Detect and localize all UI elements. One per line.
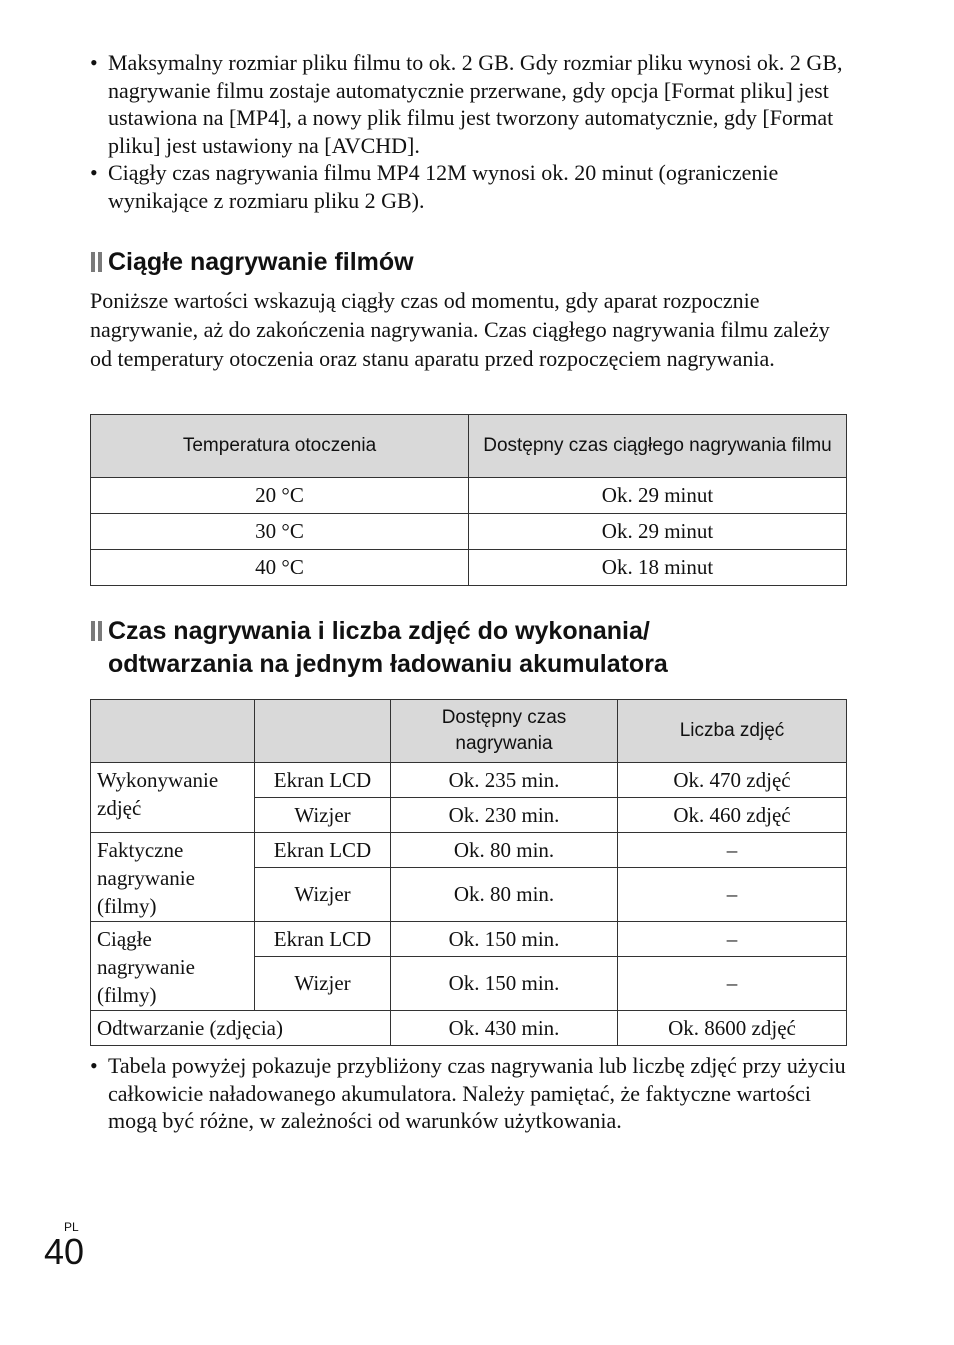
note-item: • Tabela powyżej pokazuje przybliżony czas nagrywania lub liczbę zdjęć przy użyciu całkowicie naładowanego akumulatora. Należy pamiętać, że faktyczne wartości mogą być różne, w zależności od warunków użytkowania.: [90, 1052, 846, 1135]
table-row: [91, 922, 847, 957]
table-row: [91, 514, 847, 550]
table-row: [91, 833, 847, 868]
file-size-notes: [90, 49, 850, 214]
display-cell: Ekran LCD: [255, 763, 391, 798]
time-cell: Ok. 430 min.: [391, 1011, 618, 1046]
heading-line: Czas nagrywania i liczba zdjęć do wykonania/: [108, 617, 650, 645]
note-item: • Ciągły czas nagrywania filmu MP4 12M wynosi ok. 20 minut (ograniczenie wynikające z rozmiaru pliku 2 GB).: [90, 159, 850, 214]
count-cell: –: [618, 922, 847, 957]
language-code: PL: [64, 1220, 79, 1234]
section-heading-battery: [90, 615, 850, 681]
section-heading-text: [108, 615, 668, 681]
count-cell: –: [618, 868, 847, 922]
continuous-description: Poniższe wartości wskazują ciągły czas od momentu, gdy aparat rozpocznie nagrywanie, aż do zakończenia nagrywania. Czas ciągłego nagrywania filmu zależy od temperatury otoczenia oraz stanu aparatu przed rozpoczęciem nagrywania.: [90, 288, 830, 371]
display-cell: Wizjer: [255, 957, 391, 1011]
section-heading-text: Ciągłe nagrywanie filmów: [108, 248, 414, 276]
mode-label: Wykonywanie zdjęć: [91, 763, 255, 833]
table-header-row: [91, 415, 847, 478]
temperature-cell: 30 °C: [91, 514, 469, 550]
duration-cell: Ok. 18 minut: [469, 550, 847, 586]
time-cell: Ok. 150 min.: [391, 922, 618, 957]
mode-label: Ciągłe nagrywanie (filmy): [91, 922, 255, 1011]
temperature-cell: 40 °C: [91, 550, 469, 586]
column-header: Dostępny czas ciągłego nagrywania filmu: [469, 415, 847, 478]
count-cell: Ok. 460 zdjęć: [618, 798, 847, 833]
count-cell: Ok. 8600 zdjęć: [618, 1011, 847, 1046]
table-row: [91, 478, 847, 514]
note-item: • Maksymalny rozmiar pliku filmu to ok. 2 GB. Gdy rozmiar pliku wynosi ok. 2 GB, nagrywanie filmu zostaje automatycznie przerwane, gdy opcja [Format pliku] jest ustawiona na [MP4], a nowy plik filmu jest tworzony automatycznie, gdy [Format pliku] jest ustawiony na [AVCHD].: [90, 49, 850, 159]
table-row: [91, 763, 847, 798]
display-cell: Ekran LCD: [255, 922, 391, 957]
column-header: Liczba zdjęć: [618, 700, 847, 763]
display-cell: Wizjer: [255, 868, 391, 922]
column-header: [255, 700, 391, 763]
time-cell: Ok. 80 min.: [391, 833, 618, 868]
duration-cell: Ok. 29 minut: [469, 514, 847, 550]
mode-label: Odtwarzanie (zdjęcia): [91, 1011, 391, 1046]
time-cell: Ok. 235 min.: [391, 763, 618, 798]
battery-table-notes: [90, 1052, 846, 1135]
temperature-cell: 20 °C: [91, 478, 469, 514]
mode-label: Faktyczne nagrywanie (filmy): [91, 833, 255, 922]
table-row: [91, 1011, 847, 1046]
time-cell: Ok. 230 min.: [391, 798, 618, 833]
column-header: Temperatura otoczenia: [91, 415, 469, 478]
column-header: [91, 700, 255, 763]
count-cell: Ok. 470 zdjęć: [618, 763, 847, 798]
continuous-recording-table: [90, 414, 847, 586]
count-cell: –: [618, 957, 847, 1011]
table-row: [91, 550, 847, 586]
section-heading-continuous: [90, 246, 414, 279]
display-cell: Ekran LCD: [255, 833, 391, 868]
page-number: 40: [44, 1231, 85, 1272]
battery-life-table: [90, 699, 847, 1046]
display-cell: Wizjer: [255, 798, 391, 833]
time-cell: Ok. 150 min.: [391, 957, 618, 1011]
section-marker-icon: [90, 621, 103, 641]
column-header: Dostępny czas nagrywania: [391, 700, 618, 763]
time-cell: Ok. 80 min.: [391, 868, 618, 922]
table-header-row: [91, 700, 847, 763]
section-marker-icon: [90, 252, 103, 272]
duration-cell: Ok. 29 minut: [469, 478, 847, 514]
count-cell: –: [618, 833, 847, 868]
heading-line: odtwarzania na jednym ładowaniu akumulatora: [108, 650, 668, 678]
